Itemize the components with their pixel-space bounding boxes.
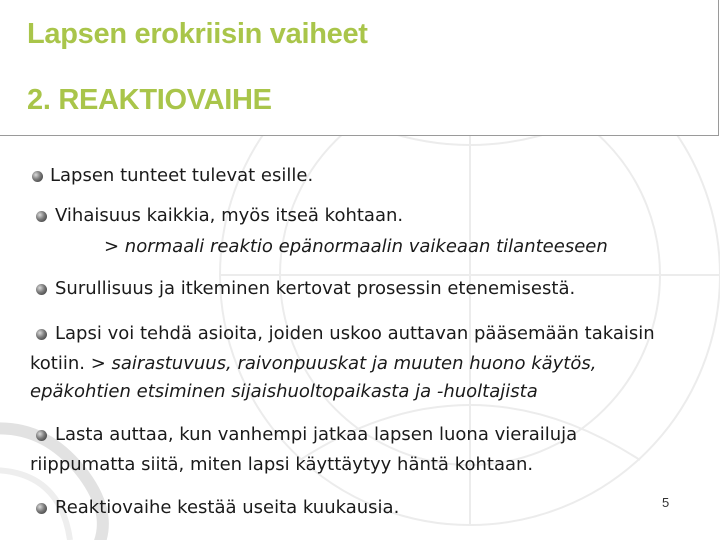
bullet-item <box>55 422 577 448</box>
bullet-icon <box>36 503 47 514</box>
bullet-subtext: > normaali reaktio epänormaalin vaikeaan tilanteeseen <box>104 236 608 257</box>
page-number: 5 <box>662 495 670 510</box>
bullet-item-continuation: epäkohtien etsiminen sijaishuoltopaikasta ja -huoltajista <box>30 381 538 402</box>
bullet-icon <box>36 284 47 295</box>
slide-title: Lapsen erokriisin vaiheet <box>27 18 368 50</box>
bullet-text: Reaktiovaihe kestää useita kuukausia. <box>55 497 400 518</box>
bullet-item <box>55 203 403 229</box>
bullet-text: Lapsen tunteet tulevat esille. <box>50 165 314 186</box>
bullet-item <box>50 163 313 189</box>
slide-subtitle: 2. REAKTIOVAIHE <box>27 84 272 116</box>
bullet-icon <box>36 430 47 441</box>
bullet-text: Lasta auttaa, kun vanhempi jatkaa lapsen luona vierailuja <box>55 424 578 445</box>
bullet-text: Surullisuus ja itkeminen kertovat prosessin etenemisestä. <box>55 278 576 299</box>
bullet-icon <box>32 171 43 182</box>
bullet-item <box>55 276 575 302</box>
bullet-text: Vihaisuus kaikkia, myös itseä kohtaan. <box>55 205 404 226</box>
bullet-text: Lapsi voi tehdä asioita, joiden uskoo auttavan pääsemään takaisin <box>55 323 655 344</box>
bullet-item <box>55 321 655 347</box>
bullet-icon <box>36 329 47 340</box>
bullet-icon <box>36 211 47 222</box>
bullet-item-continuation: kotiin. > sairastuvuus, raivonpuuskat ja muuten huono käytös, <box>30 353 597 374</box>
bullet-item <box>55 495 399 521</box>
bullet-item-continuation: riippumatta siitä, miten lapsi käyttäytyy häntä kohtaan. <box>30 454 534 475</box>
